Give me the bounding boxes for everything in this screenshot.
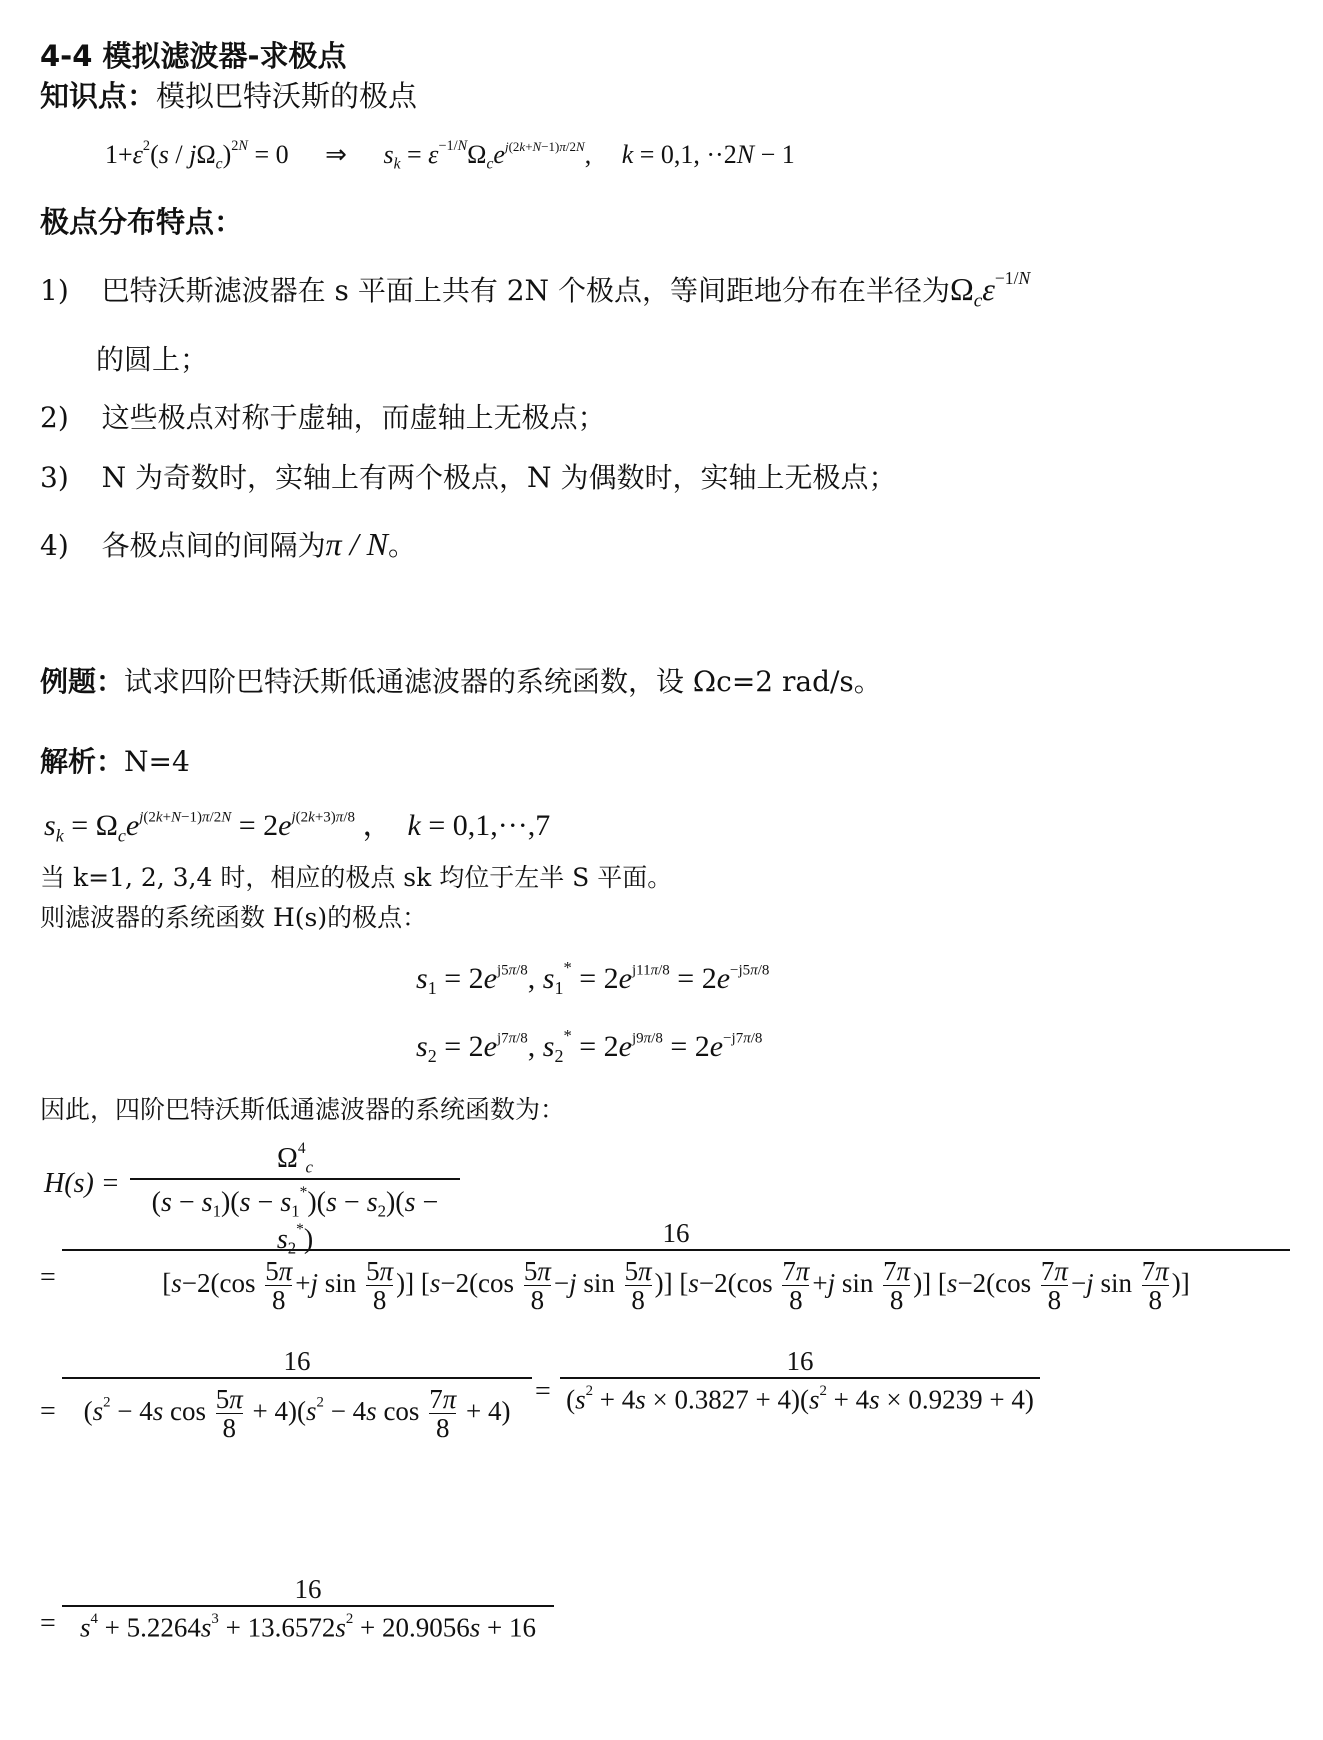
knowledge-line xyxy=(40,74,417,115)
feature-4 xyxy=(40,524,416,564)
pole-s2: $s_2 = 2e^{j7\pi/8}$, $s_2^* = 2e^{j9\pi/8} = 2e^{-j7\pi/8}$ xyxy=(416,1026,763,1067)
features-title: 极点分布特点： xyxy=(40,205,244,239)
feature-3 xyxy=(40,456,896,496)
main-formula: $1+\varepsilon^2(s / j\Omega_c)^{2N} = 0$ ⇒ $s_k = \varepsilon^{-1/N}\Omega_ce^{j(2k+N-1)\pi/2N}$, k = 0,1, ··2N − 1 xyxy=(105,138,795,173)
pole-s1: $s_1 = 2e^{j5\pi/8}$, $s_1^* = 2e^{j11\pi/8} = 2e^{-j5\pi/8}$ xyxy=(416,958,770,999)
feature-1-math: $\Omega_c\varepsilon^{-1/N}$ xyxy=(949,268,1031,312)
feature-4-num: 4) xyxy=(40,529,69,562)
feature-1-text: 巴特沃斯滤波器在 s 平面上共有 2N 个极点，等间距地分布在半径为 xyxy=(101,273,950,307)
example-label: 例题： xyxy=(40,665,125,698)
numerator-16-d: 16 xyxy=(294,1574,322,1604)
feature-3-text: N 为奇数时，实轴上有两个极点，N 为偶数时，实轴上无极点； xyxy=(101,461,897,494)
example-line xyxy=(40,660,882,700)
section-title: 4-4 模拟滤波器-求极点 xyxy=(40,39,347,73)
numerator-16-c: 16 xyxy=(786,1346,814,1376)
feature-1 xyxy=(40,268,1030,313)
feature-4-text: 各极点间的间隔为 xyxy=(101,529,326,562)
example-text: 试求四阶巴特沃斯低通滤波器的系统函数，设 Ωc=2 rad/s。 xyxy=(124,665,882,698)
numerator-16-b: 16 xyxy=(283,1346,311,1376)
feature-3-num: 3) xyxy=(40,461,69,494)
implies-arrow: ⇒ xyxy=(325,139,347,169)
solution-line xyxy=(40,740,190,780)
sk-formula: $s_k = \Omega_ce^{j(2k+N-1)\pi/2N} = 2e^{j(2k+3)\pi/8}$ ， k = 0,1,···,7 xyxy=(44,809,551,846)
feature-2-text: 这些极点对称于虚轴，而虚轴上无极点； xyxy=(101,401,606,434)
feature-1-cont: 的圆上； xyxy=(96,343,209,376)
solution-line2: 则滤波器的系统函数 H(s)的极点： xyxy=(40,903,428,932)
feature-4-tail: 。 xyxy=(387,529,416,562)
numeric-fraction: $\frac{16}{(s^2 + 4s \times 0.3827 + 4)(s^2 + 4s \times 0.9239 + 4)}$ xyxy=(560,1346,1040,1415)
solution-n: N=4 xyxy=(124,745,190,778)
feature-2-num: 2) xyxy=(40,401,69,434)
knowledge-text: 模拟巴特沃斯的极点 xyxy=(156,79,418,113)
hs-label: H(s) = xyxy=(44,1168,120,1199)
hs-fraction: $\frac{\Omega^4_c}{(s - s_1)(s - s_1^*)(s - s_2)(s - s_2^*)}$ xyxy=(130,1140,460,1259)
feature-2 xyxy=(40,396,606,436)
quadratic-fraction: 16 ($s^2 - 4s$ cos $\frac{5\pi}{8}$ + $4)(s^2 - 4s$ cos $\frac{7\pi}{8}$ + 4) xyxy=(62,1346,532,1443)
cos-sin-fraction: 16 [s−2(cos $\frac{5\pi}{8}$ +j sin $\frac{5\pi}{8}$ )] [s−2(cos $\frac{5\pi}{8}$ −j sin $\frac{5\pi}{8}$ )] [s−2(cos $\frac{7\pi}{8}$ +j sin $\frac{7\pi}{8}$ )] [s−2(cos $\frac{7\pi}{8}$ −j sin $\frac{7\pi}{8}$ )] xyxy=(62,1218,1290,1315)
knowledge-label: 知识点： xyxy=(40,79,157,113)
solution-line1: 当 k=1, 2, 3,4 时，相应的极点 sk 均位于左半 S 平面。 xyxy=(40,863,673,892)
numerator-16-a: 16 xyxy=(662,1218,690,1248)
solution-line3: 因此，四阶巴特沃斯低通滤波器的系统函数为： xyxy=(40,1095,566,1124)
solution-label: 解析： xyxy=(40,745,125,778)
feature-1-num: 1) xyxy=(40,273,69,307)
final-denominator: $s^4 + 5.2264s^3 + 13.6572s^2 + 20.9056s + 16$ xyxy=(62,1605,554,1643)
feature-4-math: π / N xyxy=(325,526,388,562)
final-fraction xyxy=(62,1574,554,1643)
